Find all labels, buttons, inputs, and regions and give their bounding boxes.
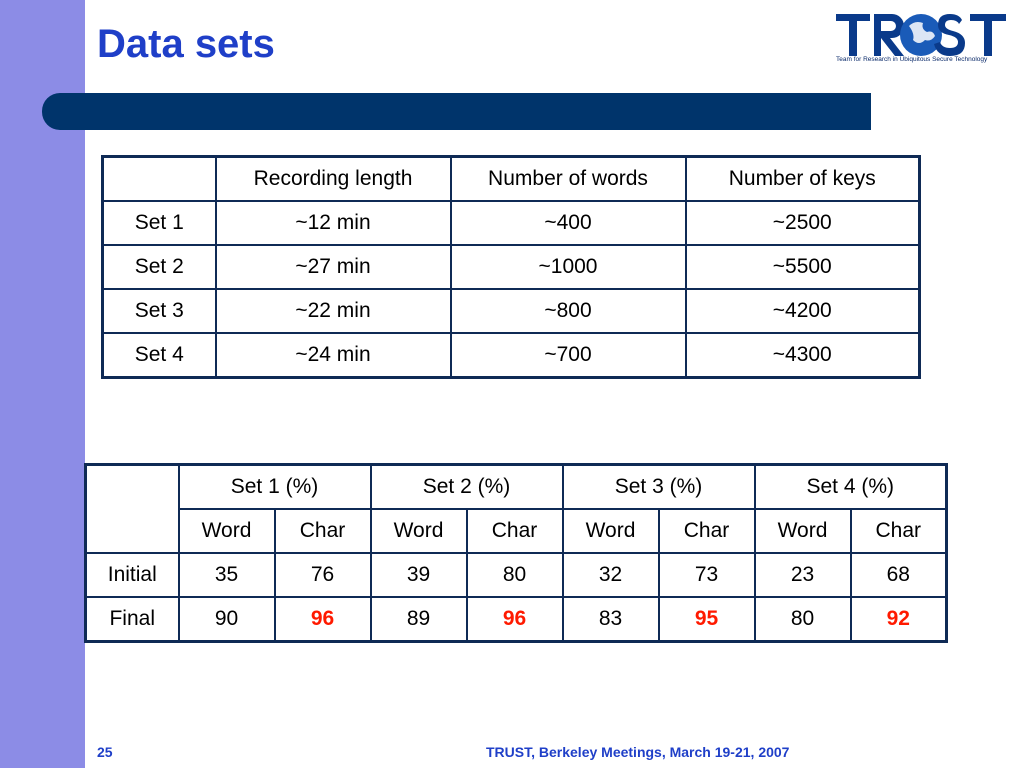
table-cell: ~4300 (686, 333, 920, 378)
table-cell: ~27 min (216, 245, 451, 289)
table-cell: 76 (275, 553, 371, 597)
highlighted-cell: 96 (467, 597, 563, 642)
table-cell: Set 2 (103, 245, 216, 289)
table-sub-header-cell: Word (179, 509, 275, 553)
table-sub-header-cell: Word (563, 509, 659, 553)
table-row (103, 333, 920, 378)
table-cell: 23 (755, 553, 851, 597)
table-cell: ~800 (451, 289, 686, 333)
table-cell: 39 (371, 553, 467, 597)
highlighted-cell: 92 (851, 597, 947, 642)
table-cell: 89 (371, 597, 467, 642)
table-cell: 73 (659, 553, 755, 597)
table-cell: ~700 (451, 333, 686, 378)
table-header-cell (103, 157, 216, 202)
table-cell: 80 (755, 597, 851, 642)
table-cell: ~4200 (686, 289, 920, 333)
accuracy-results-table (84, 463, 948, 643)
table-sub-header-cell: Char (851, 509, 947, 553)
table-header-cell: Number of words (451, 157, 686, 202)
table-group-header-cell: Set 4 (%) (755, 465, 947, 510)
footer-text: TRUST, Berkeley Meetings, March 19-21, 2007 (486, 744, 790, 760)
table-cell: Set 3 (103, 289, 216, 333)
highlighted-cell: 96 (275, 597, 371, 642)
table-group-header-cell: Set 3 (%) (563, 465, 755, 510)
table-row (86, 597, 947, 642)
table-cell: 68 (851, 553, 947, 597)
table-sub-header-cell: Word (371, 509, 467, 553)
table-cell: ~22 min (216, 289, 451, 333)
highlighted-cell: 95 (659, 597, 755, 642)
page-number: 25 (97, 744, 113, 760)
table-corner-cell (86, 465, 179, 554)
table-row (103, 245, 920, 289)
table-cell: 90 (179, 597, 275, 642)
logo-tagline: Team for Research in Ubiquitous Secure Technology (836, 56, 988, 63)
table-cell: Set 4 (103, 333, 216, 378)
table-cell: 35 (179, 553, 275, 597)
table-group-header-cell: Set 2 (%) (371, 465, 563, 510)
table-header-cell: Recording length (216, 157, 451, 202)
dataset-summary-table (101, 155, 921, 379)
table-sub-header-cell: Char (467, 509, 563, 553)
row-label-cell: Final (86, 597, 179, 642)
slide-title: Data sets (97, 22, 275, 66)
table-header-cell: Number of keys (686, 157, 920, 202)
table-cell: 80 (467, 553, 563, 597)
table-cell: 32 (563, 553, 659, 597)
table-cell: ~2500 (686, 201, 920, 245)
table-sub-header-cell: Char (659, 509, 755, 553)
row-label-cell: Initial (86, 553, 179, 597)
table-row (103, 289, 920, 333)
table-sub-header-row (86, 509, 947, 553)
table-sub-header-cell: Char (275, 509, 371, 553)
table-row (86, 553, 947, 597)
table-cell: Set 1 (103, 201, 216, 245)
table-cell: 83 (563, 597, 659, 642)
table-group-header-cell: Set 1 (%) (179, 465, 371, 510)
table-row (103, 201, 920, 245)
title-banner-bar (42, 93, 871, 130)
table-cell: ~24 min (216, 333, 451, 378)
table-cell: ~1000 (451, 245, 686, 289)
table-cell: ~5500 (686, 245, 920, 289)
table-header-row (103, 157, 920, 202)
table-cell: ~12 min (216, 201, 451, 245)
table-cell: ~400 (451, 201, 686, 245)
table-group-header-row (86, 465, 947, 510)
table-sub-header-cell: Word (755, 509, 851, 553)
